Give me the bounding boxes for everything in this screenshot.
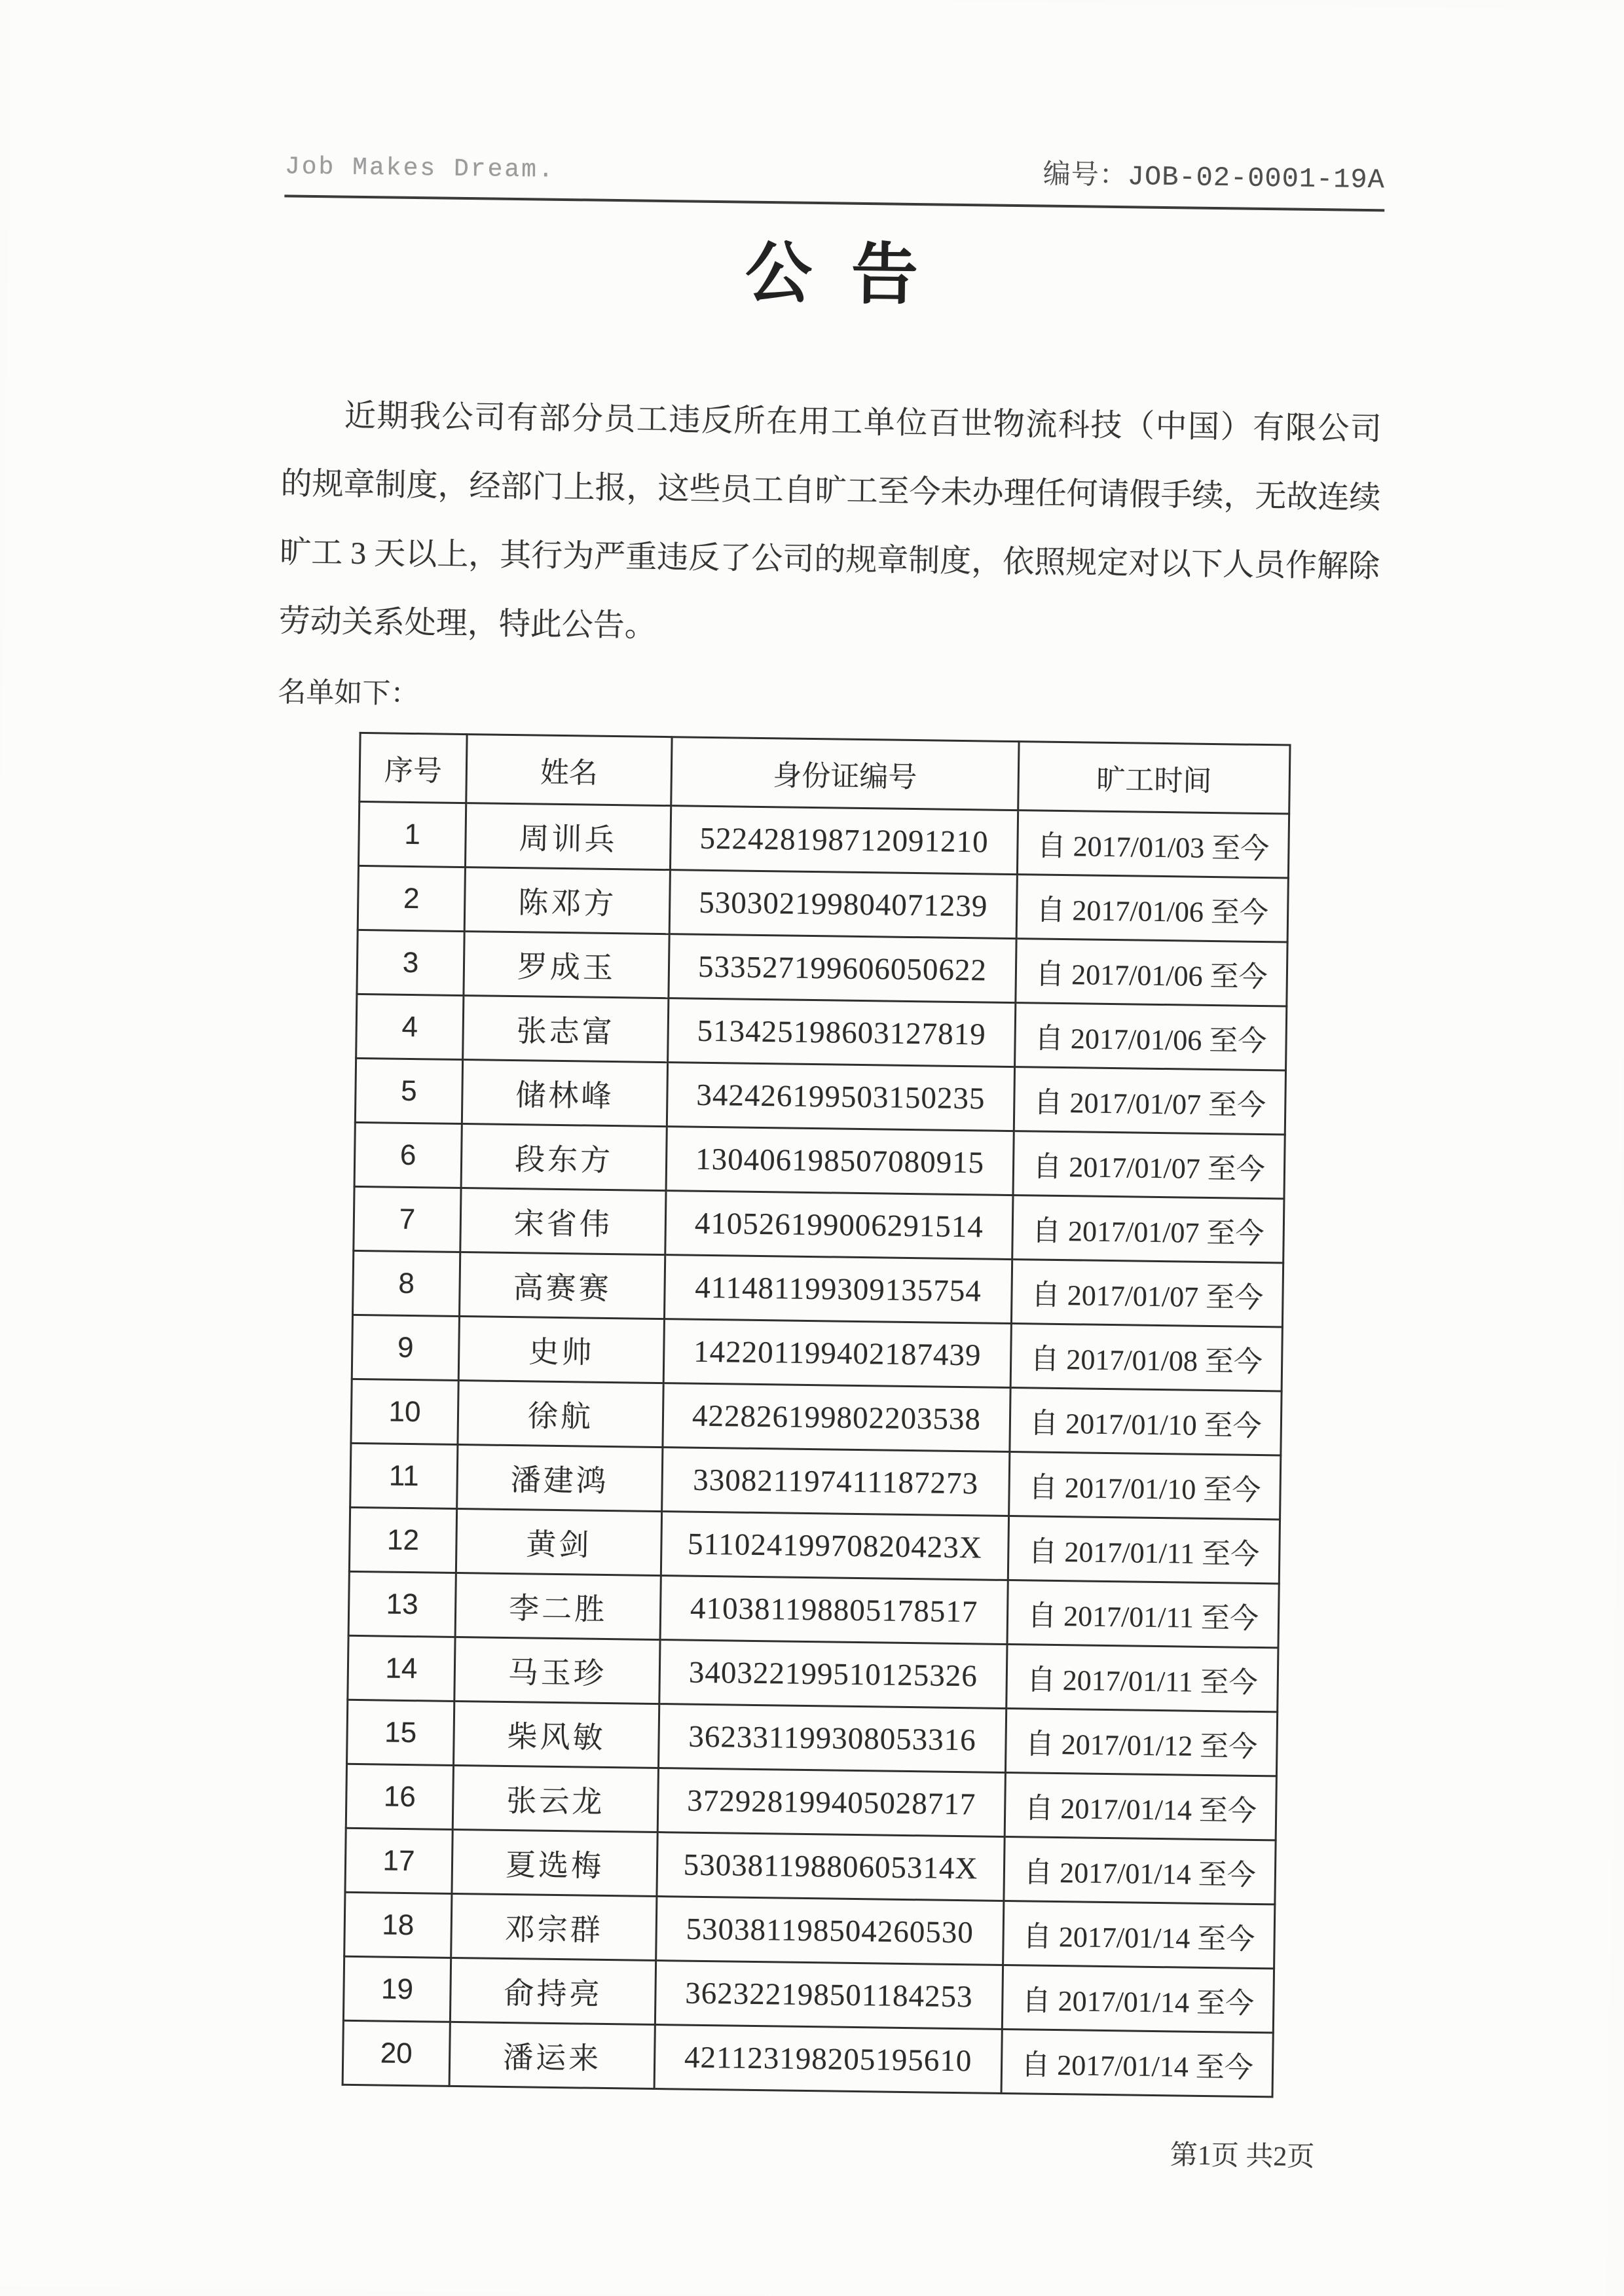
table-row <box>353 1250 1283 1327</box>
table-row <box>355 1058 1285 1135</box>
paragraph-line: 的规章制度，经部门上报，这些员工自旷工至今未办理任何请假手续，无故连续 <box>280 466 1381 516</box>
cell-seq: 16 <box>346 1764 453 1829</box>
cell-name: 俞持亮 <box>450 1958 655 2024</box>
cell-seq: 13 <box>348 1571 456 1637</box>
page-footer <box>259 2121 1359 2175</box>
table-row <box>351 1379 1282 1455</box>
page-number: 第1页 共2页 <box>1170 2140 1315 2173</box>
table-row <box>348 1635 1278 1712</box>
header-rule <box>284 194 1384 211</box>
cell-id-number: 421123198205195610 <box>654 2025 1002 2094</box>
cell-id-number: 330821197411187273 <box>662 1448 1010 1516</box>
cell-id-number: 422826199802203538 <box>663 1383 1010 1452</box>
body-paragraph <box>278 380 1382 670</box>
cell-absence-period: 自 2017/01/07 至今 <box>1014 1067 1285 1135</box>
cell-name: 罗成玉 <box>464 932 669 998</box>
cell-id-number: 130406198507080915 <box>666 1127 1014 1195</box>
cell-name: 夏选梅 <box>452 1829 657 1896</box>
table-row <box>354 1122 1285 1199</box>
cell-absence-period: 自 2017/01/07 至今 <box>1012 1195 1284 1263</box>
table-row <box>354 1186 1284 1263</box>
cell-absence-period: 自 2017/01/06 至今 <box>1015 1003 1287 1070</box>
column-header: 姓名 <box>466 735 672 806</box>
table-row <box>358 801 1289 878</box>
cell-id-number: 533527199606050622 <box>669 934 1016 1003</box>
cell-id-number: 342426199503150235 <box>667 1063 1014 1131</box>
cell-absence-period: 自 2017/01/07 至今 <box>1013 1131 1285 1199</box>
cell-id-number: 513425198603127819 <box>668 998 1016 1067</box>
cell-id-number: 142201199402187439 <box>663 1319 1011 1388</box>
cell-seq: 9 <box>352 1315 459 1380</box>
cell-id-number: 522428198712091210 <box>670 806 1018 875</box>
cell-seq: 14 <box>348 1635 455 1701</box>
cell-name: 徐航 <box>458 1380 663 1447</box>
cell-name: 高赛赛 <box>459 1252 665 1319</box>
doc-number: 编号：JOB-02-0001-19A <box>1043 160 1386 196</box>
cell-seq: 19 <box>343 1956 451 2022</box>
list-intro: 名单如下： <box>278 677 419 710</box>
absentee-table <box>342 732 1291 2098</box>
cell-id-number: 51102419970820423X <box>661 1512 1008 1580</box>
cell-seq: 5 <box>355 1058 462 1123</box>
cell-name: 史帅 <box>458 1317 664 1383</box>
cell-name: 储林峰 <box>462 1060 667 1127</box>
column-header: 旷工时间 <box>1018 742 1290 814</box>
column-header: 序号 <box>360 733 467 803</box>
table-row <box>343 1956 1274 2033</box>
cell-id-number: 372928199405028717 <box>657 1768 1005 1837</box>
cell-absence-period: 自 2017/01/14 至今 <box>1003 1901 1275 1968</box>
cell-name: 陈邓方 <box>464 867 670 934</box>
table-row <box>352 1315 1282 1391</box>
table-row <box>348 1571 1279 1648</box>
table-row <box>349 1507 1280 1584</box>
table-row <box>347 1700 1278 1776</box>
cell-absence-period: 自 2017/01/11 至今 <box>1006 1644 1278 1711</box>
cell-seq: 1 <box>358 801 466 867</box>
cell-absence-period: 自 2017/01/11 至今 <box>1007 1580 1279 1648</box>
cell-absence-period: 自 2017/01/08 至今 <box>1010 1324 1282 1391</box>
table-row <box>346 1764 1276 1840</box>
cell-name: 张云龙 <box>452 1765 658 1832</box>
cell-seq: 3 <box>357 930 464 995</box>
column-header: 身份证编号 <box>671 737 1019 811</box>
cell-name: 李二胜 <box>455 1573 661 1639</box>
paragraph-line: 近期我公司有部分员工违反所在用工单位百世物流科技（中国）有限公司 <box>344 398 1382 447</box>
table-header-row <box>360 733 1290 814</box>
cell-seq: 8 <box>353 1250 460 1316</box>
cell-seq: 11 <box>350 1443 458 1508</box>
table-head <box>360 733 1290 814</box>
table-row <box>342 2020 1273 2097</box>
cell-name: 周训兵 <box>465 803 671 870</box>
cell-seq: 10 <box>351 1379 458 1444</box>
cell-seq: 4 <box>356 994 464 1059</box>
cell-seq: 15 <box>347 1700 454 1765</box>
cell-absence-period: 自 2017/01/14 至今 <box>1001 2029 1273 2096</box>
cell-absence-period: 自 2017/01/14 至今 <box>1005 1772 1276 1840</box>
page-title: 公 告 <box>745 236 923 314</box>
cell-name: 柴风敏 <box>454 1701 659 1768</box>
cell-seq: 17 <box>345 1828 452 1893</box>
cell-seq: 18 <box>344 1892 452 1958</box>
table-row <box>356 994 1287 1070</box>
cell-id-number: 530381198504260530 <box>656 1897 1004 1965</box>
cell-id-number: 340322199510125326 <box>659 1640 1007 1709</box>
cell-seq: 20 <box>342 2020 450 2086</box>
cell-absence-period: 自 2017/01/12 至今 <box>1005 1708 1277 1776</box>
cell-absence-period: 自 2017/01/11 至今 <box>1008 1516 1280 1584</box>
paragraph-line: 旷工 3 天以上，其行为严重违反了公司的规章制度，依照规定对以下人员作解除 <box>279 535 1380 585</box>
cell-seq: 7 <box>354 1186 461 1252</box>
cell-name: 潘运来 <box>449 2022 655 2088</box>
table-body <box>342 801 1289 2096</box>
cell-name: 马玉珍 <box>454 1637 660 1704</box>
cell-seq: 2 <box>358 866 465 931</box>
cell-name: 黄剑 <box>456 1508 661 1575</box>
cell-name: 张志富 <box>463 996 669 1063</box>
cell-seq: 12 <box>349 1507 456 1573</box>
cell-absence-period: 自 2017/01/10 至今 <box>1010 1388 1282 1455</box>
cell-absence-period: 自 2017/01/06 至今 <box>1016 939 1287 1006</box>
table-row <box>358 866 1288 942</box>
cell-id-number: 410381198805178517 <box>660 1576 1008 1645</box>
table-row <box>357 930 1287 1006</box>
cell-name: 潘建鸿 <box>457 1444 663 1511</box>
header-slogan: Job Makes Dream. <box>284 153 556 185</box>
table-row <box>345 1828 1276 1904</box>
cell-name: 段东方 <box>461 1124 667 1191</box>
cell-name: 邓宗群 <box>451 1893 657 1960</box>
cell-id-number: 53038119880605314X <box>657 1832 1005 1901</box>
cell-absence-period: 自 2017/01/06 至今 <box>1016 875 1288 942</box>
table-row <box>350 1443 1281 1520</box>
cell-absence-period: 自 2017/01/03 至今 <box>1017 811 1289 878</box>
cell-id-number: 362331199308053316 <box>658 1704 1006 1773</box>
cell-absence-period: 自 2017/01/10 至今 <box>1009 1452 1281 1520</box>
cell-absence-period: 自 2017/01/07 至今 <box>1011 1260 1283 1327</box>
table-row <box>344 1892 1275 1969</box>
cell-id-number: 410526199006291514 <box>665 1191 1013 1260</box>
cell-seq: 6 <box>354 1122 462 1188</box>
paragraph-line: 劳动关系处理，特此公告。 <box>278 604 657 644</box>
document-header <box>285 142 1386 196</box>
cell-name: 宋省伟 <box>460 1188 666 1255</box>
cell-absence-period: 自 2017/01/14 至今 <box>1004 1836 1276 1904</box>
cell-absence-period: 自 2017/01/14 至今 <box>1002 1965 1274 2032</box>
cell-id-number: 411481199309135754 <box>664 1255 1012 1324</box>
cell-id-number: 530302199804071239 <box>669 870 1017 939</box>
cell-id-number: 362322198501184253 <box>655 1961 1003 2030</box>
